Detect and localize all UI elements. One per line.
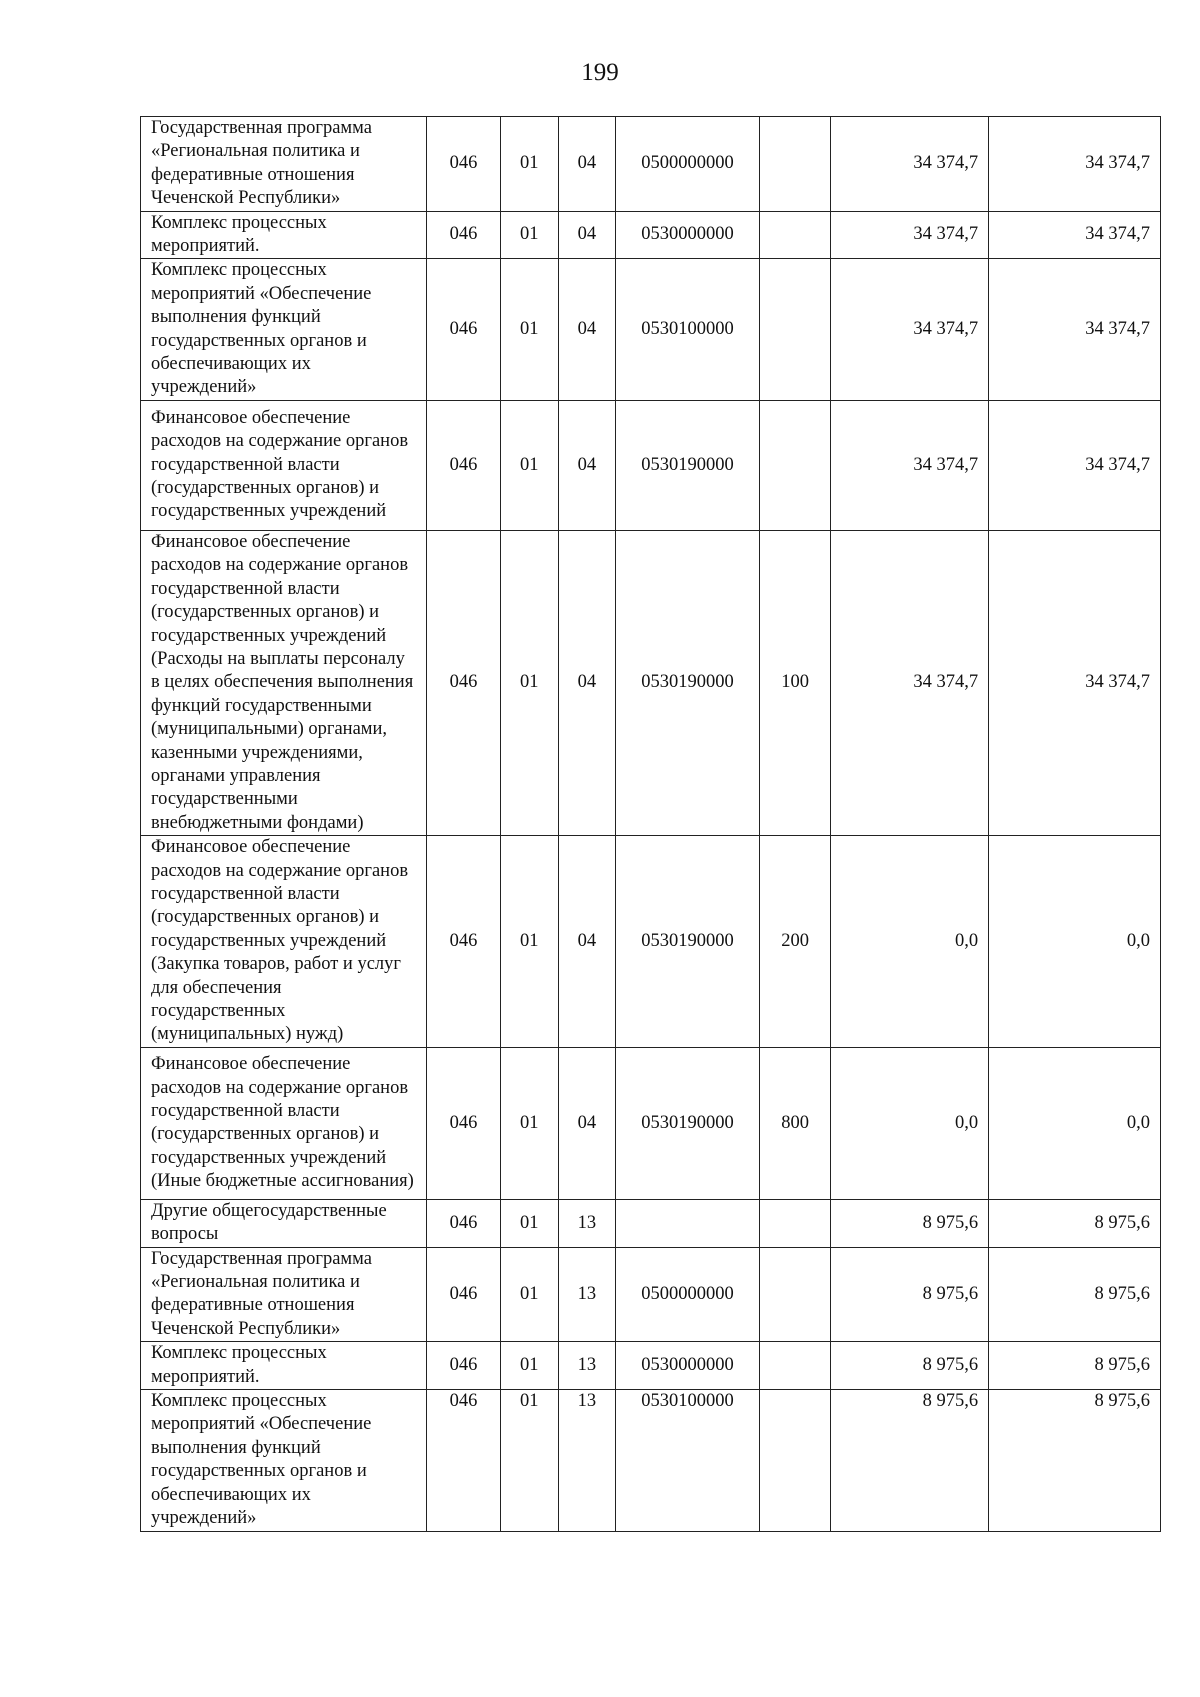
amount-second: 8 975,6 xyxy=(989,1390,1161,1531)
target-code: 0530190000 xyxy=(616,400,760,530)
amount-second: 8 975,6 xyxy=(989,1247,1161,1342)
section-code: 01 xyxy=(500,1390,558,1531)
row-name: Финансовое обеспечение расходов на содержание органов государственной власти (государственных органов) и государственных учреждений xyxy=(141,400,427,530)
table-body xyxy=(141,117,1161,1532)
amount-first: 0,0 xyxy=(831,836,989,1048)
amount-first: 8 975,6 xyxy=(831,1199,989,1247)
amount-second: 0,0 xyxy=(989,1047,1161,1199)
amount-second: 34 374,7 xyxy=(989,259,1161,400)
subsection-code: 04 xyxy=(558,836,616,1048)
expense-type-code xyxy=(759,1199,831,1247)
expense-type-code xyxy=(759,117,831,212)
table-row xyxy=(141,400,1161,530)
ministry-code: 046 xyxy=(426,836,500,1048)
subsection-code: 04 xyxy=(558,259,616,400)
amount-first: 34 374,7 xyxy=(831,530,989,835)
expense-type-code xyxy=(759,1390,831,1531)
row-name: Другие общегосударственные вопросы xyxy=(141,1199,427,1247)
amount-second: 34 374,7 xyxy=(989,400,1161,530)
amount-first: 0,0 xyxy=(831,1047,989,1199)
ministry-code: 046 xyxy=(426,400,500,530)
ministry-code: 046 xyxy=(426,1342,500,1390)
target-code xyxy=(616,1199,760,1247)
amount-first: 34 374,7 xyxy=(831,259,989,400)
target-code: 0530190000 xyxy=(616,836,760,1048)
row-name: Комплекс процессных мероприятий. xyxy=(141,211,427,259)
subsection-code: 04 xyxy=(558,400,616,530)
subsection-code: 04 xyxy=(558,530,616,835)
amount-second: 34 374,7 xyxy=(989,211,1161,259)
expense-type-code xyxy=(759,259,831,400)
target-code: 0530100000 xyxy=(616,1390,760,1531)
table-row xyxy=(141,1199,1161,1247)
ministry-code: 046 xyxy=(426,1390,500,1531)
row-name: Финансовое обеспечение расходов на содержание органов государственной власти (государственных органов) и государственных учреждений (Расходы на выплаты персоналу в целях обеспечения выполнения функций государственными (муниципальными) органами, казенными учреждениями, органами управления государственными внебюджетными фондами) xyxy=(141,530,427,835)
target-code: 0530100000 xyxy=(616,259,760,400)
target-code: 0530190000 xyxy=(616,530,760,835)
row-name: Государственная программа «Региональная политика и федеративные отношения Чеченской Республики» xyxy=(141,1247,427,1342)
ministry-code: 046 xyxy=(426,1247,500,1342)
row-name: Комплекс процессных мероприятий. xyxy=(141,1342,427,1390)
budget-table xyxy=(140,116,1161,1532)
table-row xyxy=(141,1047,1161,1199)
subsection-code: 04 xyxy=(558,211,616,259)
table-row xyxy=(141,1390,1161,1531)
section-code: 01 xyxy=(500,1247,558,1342)
expense-type-code: 100 xyxy=(759,530,831,835)
ministry-code: 046 xyxy=(426,530,500,835)
row-name: Финансовое обеспечение расходов на содержание органов государственной власти (государственных органов) и государственных учреждений (Иные бюджетные ассигнования) xyxy=(141,1047,427,1199)
amount-second: 34 374,7 xyxy=(989,530,1161,835)
section-code: 01 xyxy=(500,117,558,212)
target-code: 0500000000 xyxy=(616,1247,760,1342)
section-code: 01 xyxy=(500,400,558,530)
target-code: 0530000000 xyxy=(616,211,760,259)
subsection-code: 04 xyxy=(558,1047,616,1199)
target-code: 0530190000 xyxy=(616,1047,760,1199)
amount-first: 34 374,7 xyxy=(831,117,989,212)
section-code: 01 xyxy=(500,259,558,400)
amount-second: 8 975,6 xyxy=(989,1342,1161,1390)
ministry-code: 046 xyxy=(426,117,500,212)
subsection-code: 13 xyxy=(558,1199,616,1247)
amount-second: 8 975,6 xyxy=(989,1199,1161,1247)
row-name: Государственная программа «Региональная политика и федеративные отношения Чеченской Республики» xyxy=(141,117,427,212)
section-code: 01 xyxy=(500,836,558,1048)
section-code: 01 xyxy=(500,530,558,835)
ministry-code: 046 xyxy=(426,1199,500,1247)
section-code: 01 xyxy=(500,1342,558,1390)
amount-second: 34 374,7 xyxy=(989,117,1161,212)
expense-type-code xyxy=(759,1342,831,1390)
expense-type-code xyxy=(759,400,831,530)
expense-type-code: 800 xyxy=(759,1047,831,1199)
expense-type-code: 200 xyxy=(759,836,831,1048)
table-row xyxy=(141,117,1161,212)
subsection-code: 13 xyxy=(558,1390,616,1531)
subsection-code: 13 xyxy=(558,1247,616,1342)
section-code: 01 xyxy=(500,1047,558,1199)
table-row xyxy=(141,1247,1161,1342)
ministry-code: 046 xyxy=(426,1047,500,1199)
table-row xyxy=(141,530,1161,835)
amount-first: 34 374,7 xyxy=(831,211,989,259)
row-name: Комплекс процессных мероприятий «Обеспечение выполнения функций государственных органов и обеспечивающих их учреждений» xyxy=(141,1390,427,1531)
target-code: 0500000000 xyxy=(616,117,760,212)
row-name: Комплекс процессных мероприятий «Обеспечение выполнения функций государственных органов и обеспечивающих их учреждений» xyxy=(141,259,427,400)
amount-first: 8 975,6 xyxy=(831,1342,989,1390)
section-code: 01 xyxy=(500,211,558,259)
amount-first: 8 975,6 xyxy=(831,1390,989,1531)
expense-type-code xyxy=(759,1247,831,1342)
subsection-code: 13 xyxy=(558,1342,616,1390)
section-code: 01 xyxy=(500,1199,558,1247)
target-code: 0530000000 xyxy=(616,1342,760,1390)
ministry-code: 046 xyxy=(426,211,500,259)
subsection-code: 04 xyxy=(558,117,616,212)
table-row xyxy=(141,1342,1161,1390)
amount-first: 8 975,6 xyxy=(831,1247,989,1342)
table-row xyxy=(141,211,1161,259)
table-row xyxy=(141,836,1161,1048)
ministry-code: 046 xyxy=(426,259,500,400)
page-number: 199 xyxy=(581,59,619,86)
expense-type-code xyxy=(759,211,831,259)
amount-second: 0,0 xyxy=(989,836,1161,1048)
amount-first: 34 374,7 xyxy=(831,400,989,530)
row-name: Финансовое обеспечение расходов на содержание органов государственной власти (государственных органов) и государственных учреждений (Закупка товаров, работ и услуг для обеспечения государственных (муниципальных) нужд) xyxy=(141,836,427,1048)
table-row xyxy=(141,259,1161,400)
